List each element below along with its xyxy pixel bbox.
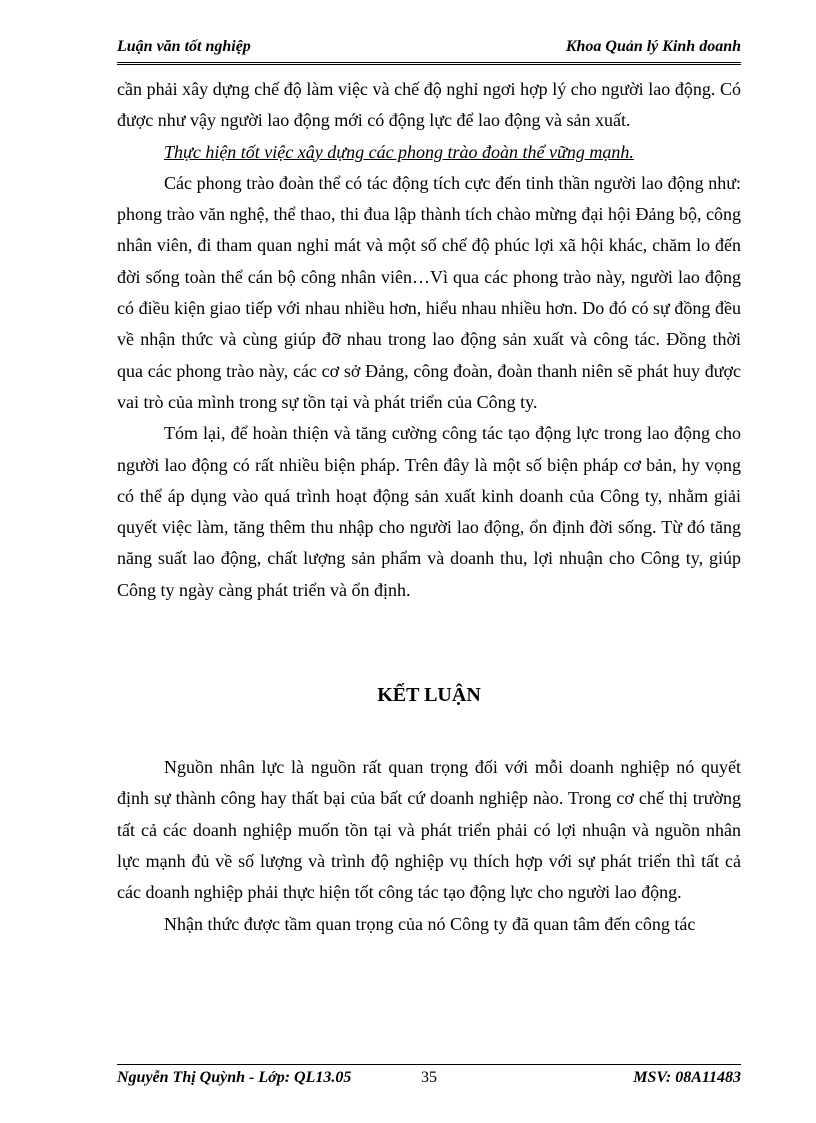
section-title-conclusion: KẾT LUẬN (377, 684, 481, 707)
page-header (117, 38, 741, 65)
page-number: 35 (421, 1069, 437, 1086)
page-body (117, 74, 741, 940)
paragraph-human-resources: Nguồn nhân lực là nguồn rất quan trọng đối với mỗi doanh nghiệp nó quyết định sự thành công hay thất bại của bất cứ doanh nghiệp nào. Trong cơ chế thị trường tất cả các doanh nghiệp muốn tồn tại và phát triển phải có lợi nhuận và nguồn nhân lực mạnh đủ về số lượng và trình độ nghiệp vụ thích hợp với sự phát triển thì tất cả các doanh nghiệp phải thực hiện tốt công tác tạo động lực cho người lao động. (117, 757, 741, 903)
header-faculty-label: Khoa Quản lý Kinh doanh (565, 38, 741, 55)
paragraph-union-movements: Các phong trào đoàn thể có tác động tích cực đến tinh thần người lao động như: phong trào văn nghệ, thể thao, thi đua lập thành tích chào mừng đại hội Đảng bộ, công nhân viên, đi tham quan nghỉ mát và một số chế độ phúc lợi xã hội khác, chăm lo đến đời sống toàn thể cán bộ công nhân viên…Vì qua các phong trào này, người lao động có điều kiện giao tiếp với nhau nhiều hơn, hiểu nhau nhiều hơn. Do đó có sự đồng đều về nhận thức và cùng giúp đỡ nhau trong lao động sản xuất và công tác. Đồng thời qua các phong trào này, các cơ sở Đảng, công đoàn, đoàn thanh niên sẽ phát huy được vai trò của mình trong sự tồn tại và phát triển của Công ty. (117, 172, 741, 412)
paragraph-summary: Tóm lại, để hoàn thiện và tăng cường công tác tạo động lực trong lao động cho người lao động có rất nhiều biện pháp. Trên đây là một số biện pháp cơ bản, hy vọng có thể áp dụng vào quá trình hoạt động sản xuất kinh doanh của Công ty, nhằm giải quyết việc làm, tăng thêm thu nhập cho người lao động, ổn định đời sống. Từ đó tăng năng suất lao động, chất lượng sản phẩm và doanh thu, lợi nhuận cho Công ty, giúp Công ty ngày càng phát triển và ổn định. (117, 423, 741, 600)
paragraph-working-regime: cần phải xây dựng chế độ làm việc và chế độ nghỉ ngơi hợp lý cho người lao động. Có được như vậy người lao động mới có động lực để lao động và sản xuất. (117, 79, 741, 131)
page-footer (117, 1064, 741, 1089)
subheading-union-movements: Thực hiện tốt việc xây dựng các phong trào đoàn thể vững mạnh. (164, 141, 634, 162)
footer-author: Nguyễn Thị Quỳnh - Lớp: QL13.05 (117, 1069, 352, 1086)
header-thesis-label: Luận văn tốt nghiệp (117, 38, 251, 55)
footer-student-id: MSV: 08A11483 (633, 1069, 741, 1086)
paragraph-awareness: Nhận thức được tầm quan trọng của nó Công ty đã quan tâm đến công tác (164, 913, 696, 934)
